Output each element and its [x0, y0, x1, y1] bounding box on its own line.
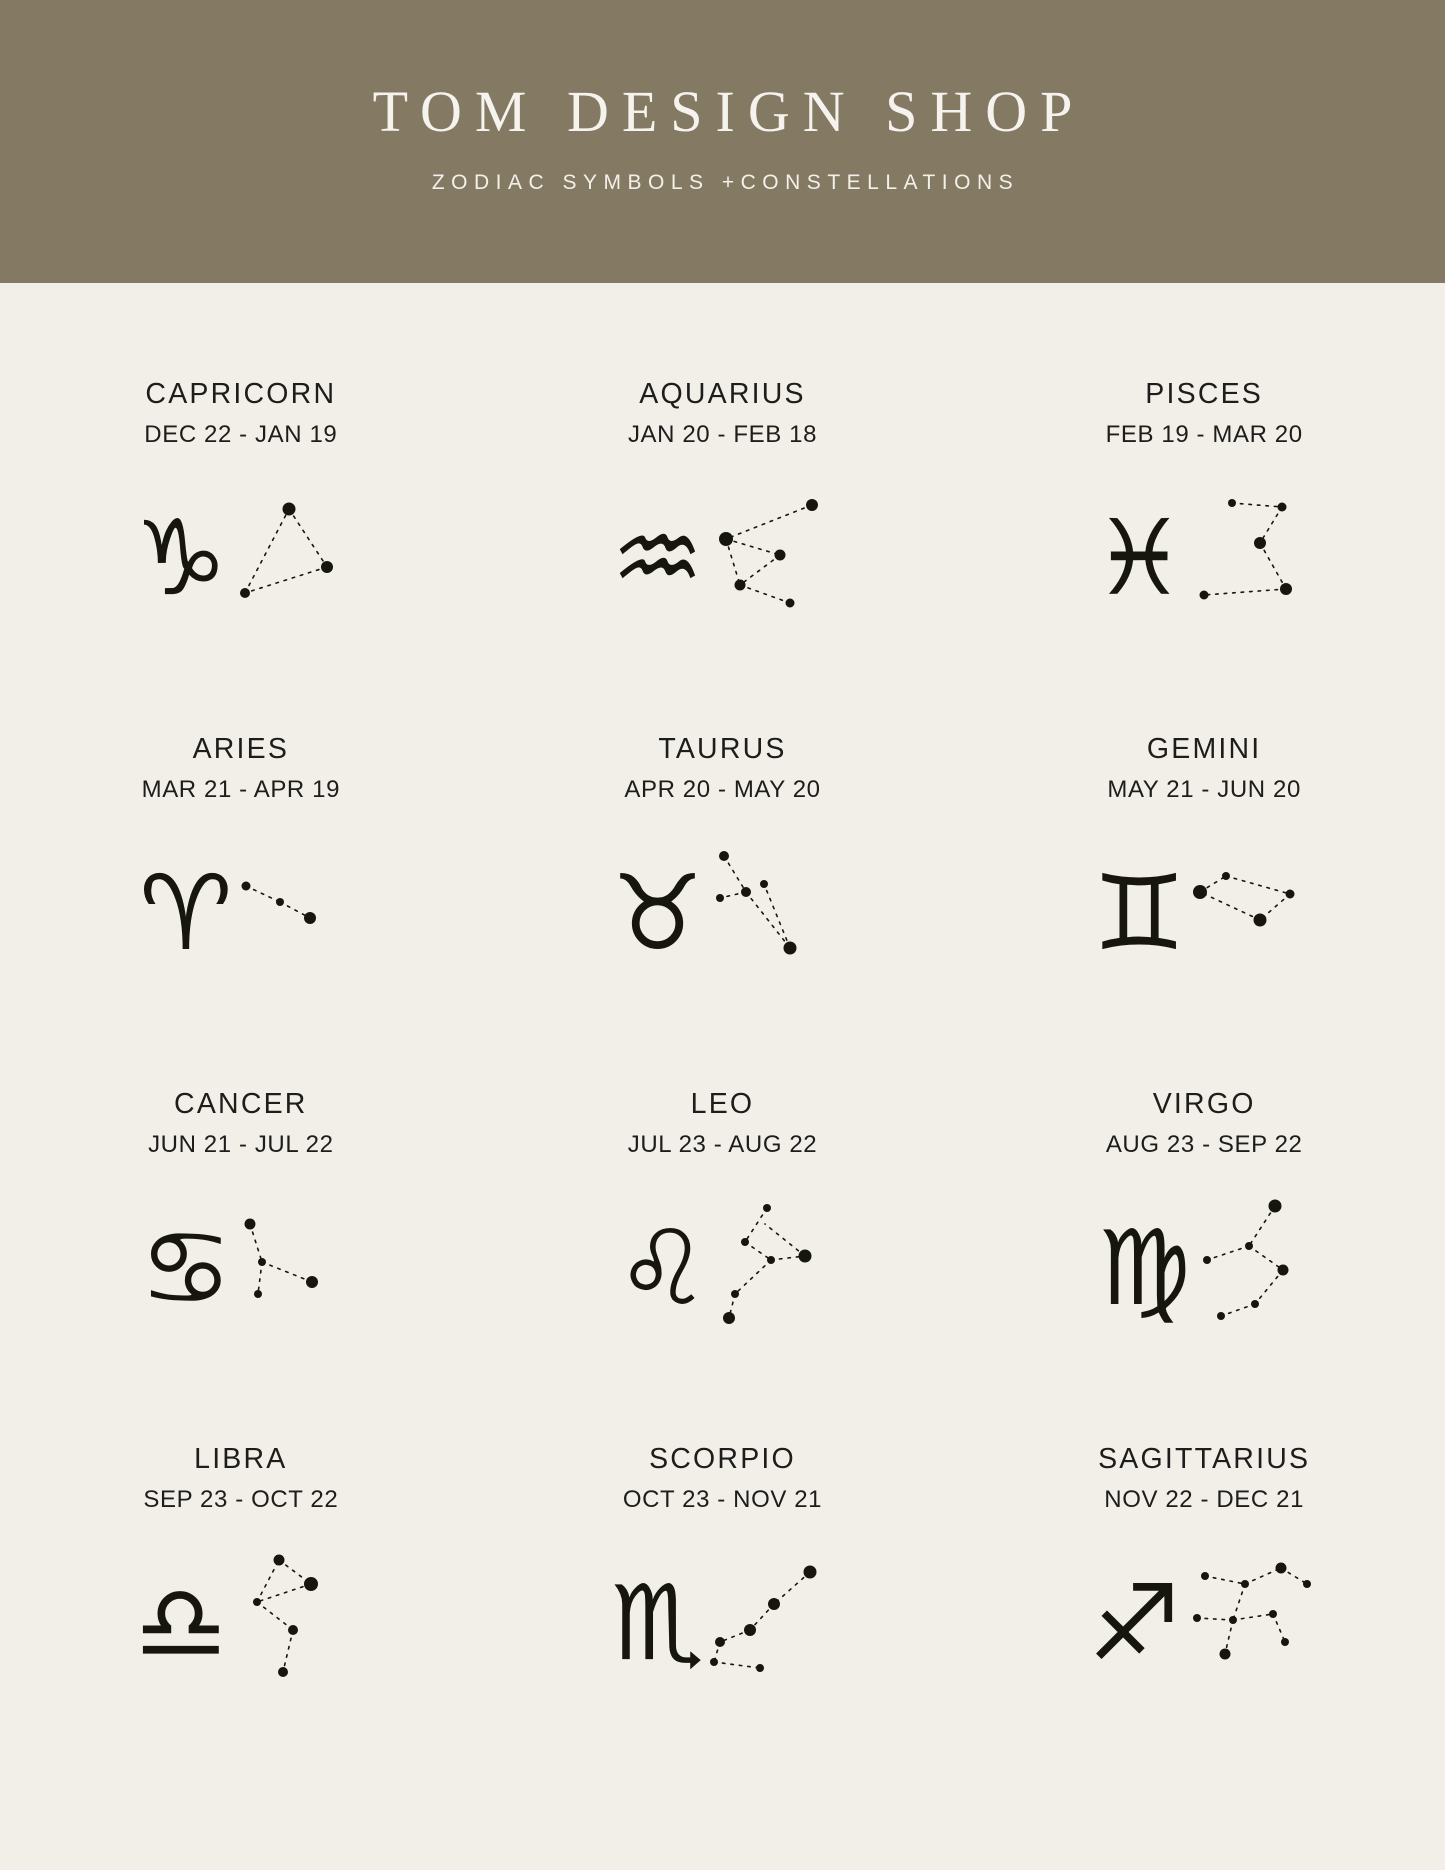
zodiac-dates: MAY 21 - JUN 20 — [1107, 776, 1301, 804]
zodiac-card-cancer — [0, 1089, 482, 1444]
cancer-glyph: ♋ — [139, 1207, 233, 1330]
zodiac-art — [552, 1536, 892, 1711]
sagittarius-glyph: ♐ — [1087, 1562, 1181, 1685]
zodiac-card-sagittarius — [963, 1444, 1445, 1799]
zodiac-card-libra — [0, 1444, 482, 1799]
leo-constellation — [709, 1198, 829, 1338]
zodiac-name: SCORPIO — [649, 1443, 796, 1475]
zodiac-dates: JUN 21 - JUL 22 — [148, 1131, 334, 1159]
zodiac-card-aquarius — [482, 379, 964, 734]
zodiac-card-pisces — [963, 379, 1445, 734]
zodiac-name: CANCER — [174, 1088, 308, 1120]
gemini-glyph: ♊ — [1092, 852, 1186, 975]
zodiac-art — [1034, 1181, 1374, 1356]
zodiac-name: PISCES — [1145, 378, 1264, 410]
zodiac-dates: AUG 23 - SEP 22 — [1105, 1131, 1303, 1159]
zodiac-dates: SEP 23 - OCT 22 — [143, 1486, 339, 1514]
zodiac-dates: JUL 23 - AUG 22 — [627, 1131, 818, 1159]
zodiac-card-taurus — [482, 734, 964, 1089]
libra-glyph: ♎ — [134, 1562, 228, 1685]
scorpio-glyph: ♏ — [610, 1562, 705, 1685]
zodiac-name: ARIES — [192, 733, 290, 765]
poster-header — [0, 0, 1445, 283]
aquarius-glyph: ♒ — [610, 497, 705, 620]
capricorn-constellation — [227, 493, 347, 623]
zodiac-art — [71, 826, 411, 1001]
pisces-glyph: ♓ — [1092, 497, 1186, 620]
aries-constellation — [232, 858, 342, 968]
zodiac-name: TAURUS — [658, 733, 787, 765]
zodiac-art — [1034, 1536, 1374, 1711]
zodiac-art — [552, 826, 892, 1001]
zodiac-art — [552, 471, 892, 646]
zodiac-card-gemini — [963, 734, 1445, 1089]
zodiac-name: GEMINI — [1146, 733, 1262, 765]
zodiac-art — [71, 1181, 411, 1356]
leo-glyph: ♌ — [615, 1207, 710, 1330]
zodiac-art — [71, 1536, 411, 1711]
zodiac-card-virgo — [963, 1089, 1445, 1444]
zodiac-dates: DEC 22 - JAN 19 — [144, 421, 338, 449]
zodiac-dates: NOV 22 - DEC 21 — [1104, 1486, 1305, 1514]
zodiac-card-leo — [482, 1089, 964, 1444]
aries-glyph: ♈ — [139, 852, 233, 975]
virgo-constellation — [1191, 1198, 1311, 1338]
pisces-constellation — [1186, 493, 1316, 623]
zodiac-name: CAPRICORN — [145, 378, 337, 410]
sagittarius-constellation — [1181, 1558, 1321, 1688]
zodiac-name: AQUARIUS — [639, 378, 806, 410]
zodiac-name: SAGITTARIUS — [1098, 1443, 1311, 1475]
zodiac-art — [1034, 471, 1374, 646]
zodiac-art — [71, 471, 411, 646]
virgo-glyph: ♍ — [1097, 1207, 1191, 1330]
zodiac-grid — [0, 283, 1445, 1799]
zodiac-dates: JAN 20 - FEB 18 — [627, 421, 818, 449]
zodiac-dates: MAR 21 - APR 19 — [141, 776, 341, 804]
zodiac-name: LEO — [690, 1088, 755, 1120]
libra-constellation — [227, 1548, 347, 1698]
zodiac-card-scorpio — [482, 1444, 964, 1799]
poster-subtitle: ZODIAC SYMBOLS +CONSTELLATIONS — [431, 171, 1020, 195]
zodiac-art — [552, 1181, 892, 1356]
zodiac-art — [1034, 826, 1374, 1001]
scorpio-constellation — [704, 1558, 834, 1688]
capricorn-glyph: ♑ — [134, 497, 228, 620]
aquarius-constellation — [704, 493, 834, 623]
zodiac-card-aries — [0, 734, 482, 1089]
zodiac-dates: OCT 23 - NOV 21 — [622, 1486, 823, 1514]
brand-title: TOM DESIGN SHOP — [372, 78, 1086, 144]
cancer-constellation — [232, 1208, 342, 1328]
zodiac-name: VIRGO — [1152, 1088, 1256, 1120]
taurus-glyph: ♉ — [610, 852, 705, 975]
zodiac-name: LIBRA — [194, 1443, 288, 1475]
zodiac-dates: APR 20 - MAY 20 — [624, 776, 821, 804]
zodiac-card-capricorn — [0, 379, 482, 734]
taurus-constellation — [704, 848, 834, 978]
zodiac-dates: FEB 19 - MAR 20 — [1105, 421, 1303, 449]
gemini-constellation — [1186, 858, 1316, 968]
